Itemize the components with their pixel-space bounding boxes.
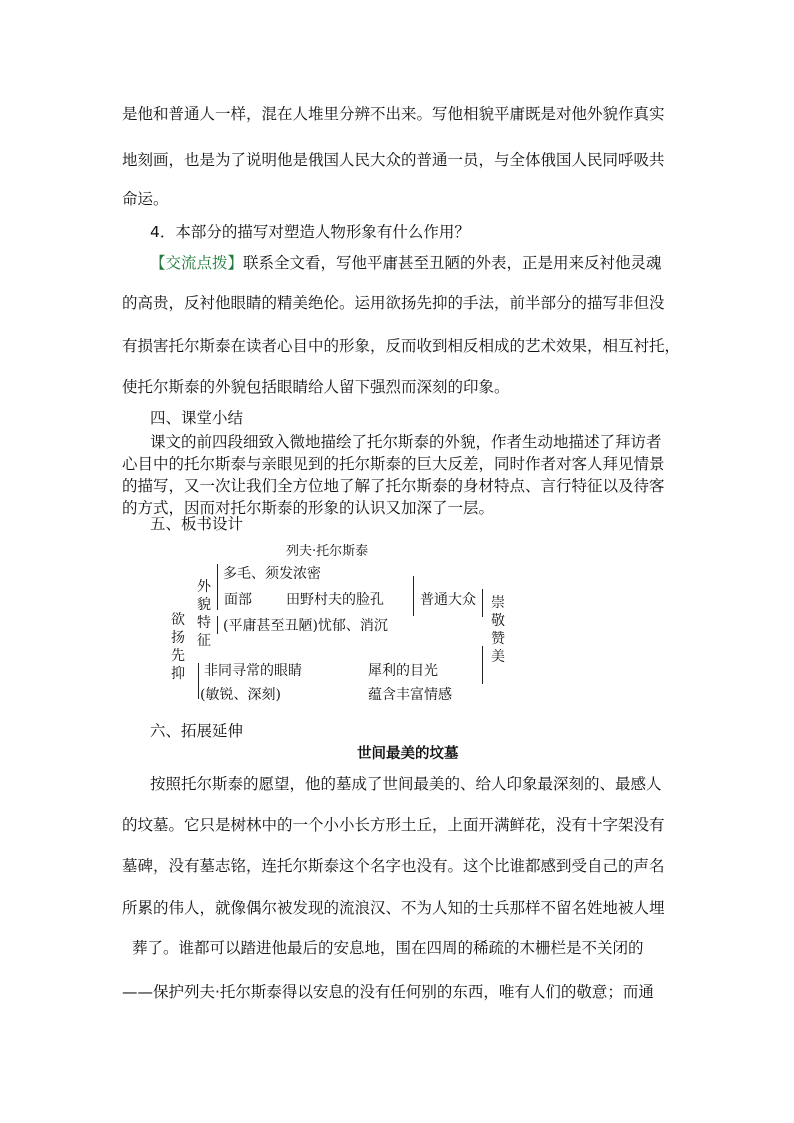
paragraph-line: 地刻画，也是为了说明他是俄国人民大众的普通一员，与全体俄国人民同呼吸共 bbox=[122, 151, 665, 169]
board-row5-b: 蕴含丰富情感 bbox=[368, 687, 452, 703]
paragraph-line: 是他和普通人一样，混在人堆里分辨不出来。写他相貌平庸既是对他外貌作真实 bbox=[122, 105, 665, 123]
article-line: 葬了。谁都可以踏进他最后的安息地，围在四周的稀疏的木栅栏是不关闭的 bbox=[132, 939, 644, 957]
answer-line: 的高贵，反衬他眼睛的精美绝伦。运用欲扬先抑的手法，前半部分的描写非但没 bbox=[122, 294, 665, 312]
answer-line: 有损害托尔斯泰在读者心目中的形象，反而收到相反相成的艺术效果，相互衬托， bbox=[122, 337, 681, 355]
answer-tag: 【交流点拨】 bbox=[150, 254, 244, 272]
summary-line: 心目中的托尔斯泰与亲眼见到的托尔斯泰的巨大反差，同时作者对客人拜见情景 bbox=[122, 455, 665, 473]
answer-first-line bbox=[150, 253, 662, 273]
bracket-line bbox=[413, 576, 414, 616]
bracket-line bbox=[198, 663, 199, 699]
summary-line: 的描写，又一次让我们全方位地了解了托尔斯泰的身材特点、言行特征以及待客 bbox=[122, 477, 665, 495]
board-row4-a: 非同寻常的眼睛 bbox=[204, 663, 302, 679]
article-line: 所累的伟人，就像偶尔被发现的流浪汉、不为人知的士兵那样不留名姓地被人埋 bbox=[122, 899, 665, 917]
section-4-heading: 四、课堂小结 bbox=[150, 409, 244, 427]
bracket-line bbox=[482, 646, 483, 684]
board-praise-vertical: 崇敬赞美 bbox=[491, 595, 505, 665]
board-row2-c: 普通大众 bbox=[420, 592, 476, 608]
paragraph-line: 命运。 bbox=[122, 190, 169, 208]
article-line: 的坟墓。它只是树林中的一个小小长方形土丘，上面开满鲜花，没有十字架没有 bbox=[122, 816, 665, 834]
bracket-line bbox=[217, 564, 218, 610]
question-4: 4．本部分的描写对塑造人物形象有什么作用？ bbox=[150, 223, 470, 241]
section-5-heading: 五、板书设计 bbox=[150, 515, 244, 533]
bracket-line bbox=[482, 589, 483, 617]
board-row2-b: 田野村夫的脸孔 bbox=[286, 592, 384, 608]
bracket-line bbox=[217, 616, 218, 634]
summary-line: 课文的前四段细致入微地描绘了托尔斯泰的外貌，作者生动地描述了拜访者 bbox=[150, 433, 662, 451]
article-title: 世间最美的坟墓 bbox=[357, 746, 459, 762]
board-row4-b: 犀利的目光 bbox=[368, 663, 438, 679]
board-row5-a: (敏锐、深刻) bbox=[200, 687, 281, 703]
board-row2-a: 面部 bbox=[224, 592, 252, 608]
article-line: ——保护列夫·托尔斯泰得以安息的没有任何别的东西，唯有人们的敬意；而通 bbox=[122, 983, 654, 1001]
board-row1: 多毛、须发浓密 bbox=[223, 566, 321, 582]
board-appearance-vertical: 外貌特征 bbox=[197, 579, 211, 649]
board-title: 列夫·托尔斯泰 bbox=[286, 544, 369, 559]
board-row3: (平庸甚至丑陋)忧郁、消沉 bbox=[223, 618, 388, 634]
answer-first-text: 联系全文看，写他平庸甚至丑陋的外表，正是用来反衬他灵魂 bbox=[243, 254, 662, 272]
board-design bbox=[160, 536, 540, 716]
summary-line: 的方式，因而对托尔斯泰的形象的认识又加深了一层。 bbox=[122, 499, 495, 517]
section-6-heading: 六、拓展延伸 bbox=[150, 722, 244, 740]
article-line: 墓碑，没有墓志铭，连托尔斯泰这个名字也没有。这个比谁都感到受自己的声名 bbox=[122, 857, 665, 875]
board-left-vertical: 欲扬先抑 bbox=[171, 612, 185, 682]
article-line: 按照托尔斯泰的愿望，他的墓成了世间最美的、给人印象最深刻的、最感人 bbox=[150, 775, 662, 793]
answer-line: 使托尔斯泰的外貌包括眼睛给人留下强烈而深刻的印象。 bbox=[122, 378, 510, 396]
